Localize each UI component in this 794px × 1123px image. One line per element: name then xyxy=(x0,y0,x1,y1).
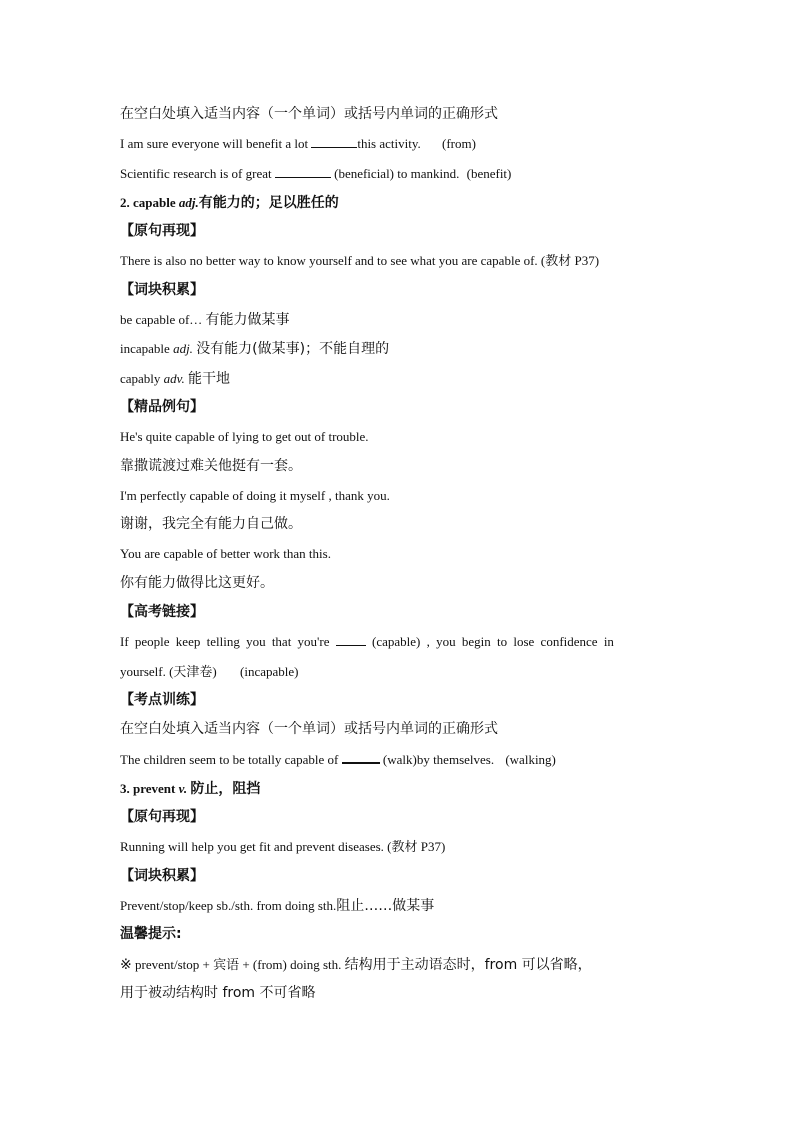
subsection-heading: 【原句再现】 xyxy=(120,809,204,826)
vocab-meaning: 阻止……做某事 xyxy=(336,898,435,915)
vocab-item xyxy=(120,334,720,363)
answer-blank xyxy=(342,750,380,764)
exercise-text: this activity. xyxy=(357,136,421,152)
vocab-phrase: Prevent/stop/keep sb./sth. from doing sth. xyxy=(120,898,337,914)
exercise-line xyxy=(120,745,720,774)
exercise-text: Scientific research is of great xyxy=(120,165,272,181)
section-pos: v. xyxy=(178,780,188,796)
exercise-answer: (from) xyxy=(442,136,476,152)
section-meaning: 有能力的；足以胜任的 xyxy=(198,194,339,211)
section-heading xyxy=(120,774,720,803)
tip-heading: 温馨提示: xyxy=(120,926,182,943)
subsection-heading: 【原句再现】 xyxy=(120,223,204,240)
answer-blank xyxy=(275,165,331,178)
exercise-text: The children seem to be totally capable of xyxy=(120,751,339,767)
subsection-heading: 【词块积累】 xyxy=(120,281,204,298)
document-body xyxy=(120,100,720,1008)
vocab-phrase: capably xyxy=(120,370,161,386)
answer-blank xyxy=(336,633,366,646)
exercise-line xyxy=(120,129,720,158)
tip-line xyxy=(120,950,720,979)
original-sentence: There is also no better way to know yourself and to see what you are capable of. (教材 P37) xyxy=(120,253,600,269)
reference-mark-icon: ※ xyxy=(120,956,132,973)
exam-question xyxy=(120,657,720,686)
exercise-answer: (benefit) xyxy=(466,165,512,181)
subsection-heading: 【考点训练】 xyxy=(120,691,204,708)
vocab-item xyxy=(120,891,720,920)
subsection-heading: 【高考链接】 xyxy=(120,604,204,621)
exercise-line xyxy=(120,159,720,188)
section-word: 2. capable xyxy=(120,194,176,210)
exercise-text: I am sure everyone will benefit a lot xyxy=(120,136,309,152)
example-translation: 靠撒谎渡过难关他挺有一套。 xyxy=(120,457,302,474)
exercise-answer: (incapable) xyxy=(240,663,299,679)
exercise-text: (walk)by themselves. xyxy=(382,751,495,767)
vocab-item xyxy=(120,305,720,334)
example-sentence: He's quite capable of lying to get out of trouble. xyxy=(120,429,369,445)
exercise-text: If people keep telling you that you're xyxy=(120,634,330,650)
original-sentence: Running will help you get fit and prevent diseases. (教材 P37) xyxy=(120,839,446,855)
instruction-line: 在空白处填入适当内容（一个单词）或括号内单词的正确形式 xyxy=(120,721,498,738)
section-meaning: 防止，阻挡 xyxy=(190,780,261,797)
example-translation: 谢谢，我完全有能力自己做。 xyxy=(120,516,302,533)
subsection-heading: 【精品例句】 xyxy=(120,398,204,415)
exercise-answer: (walking) xyxy=(505,751,556,767)
exercise-text: (capable) , you begin to lose confidence in xyxy=(372,634,614,650)
vocab-meaning: 没有能力(做某事)；不能自理的 xyxy=(196,341,390,358)
example-sentence: I'm perfectly capable of doing it myself , thank you. xyxy=(120,487,390,503)
section-pos: adj. xyxy=(178,194,199,210)
vocab-pos: adj. xyxy=(173,341,193,357)
vocab-phrase: be capable of… xyxy=(120,312,203,328)
vocab-item xyxy=(120,364,720,393)
vocab-meaning: 有能力做某事 xyxy=(205,312,290,329)
vocab-meaning: 能干地 xyxy=(187,370,230,387)
exercise-text: (beneficial) to mankind. xyxy=(334,165,460,181)
tip-pattern: prevent/stop + 宾语 + (from) doing sth. xyxy=(134,956,342,972)
vocab-phrase: incapable xyxy=(120,341,170,357)
vocab-pos: adv. xyxy=(163,370,185,386)
tip-text: 结构用于主动语态时，from 可以省略， xyxy=(344,956,592,973)
instruction-line: 在空白处填入适当内容（一个单词）或括号内单词的正确形式 xyxy=(120,106,498,122)
exam-question xyxy=(120,627,720,656)
answer-blank xyxy=(311,135,357,148)
example-translation: 你有能力做得比这更好。 xyxy=(120,574,274,591)
subsection-heading: 【词块积累】 xyxy=(120,867,204,884)
tip-line: 用于被动结构时 from 不可省略 xyxy=(120,984,316,1001)
example-sentence: You are capable of better work than this. xyxy=(120,546,331,562)
section-word: 3. prevent xyxy=(120,780,176,796)
section-heading xyxy=(120,188,720,217)
exercise-text: yourself. (天津卷) xyxy=(120,663,217,679)
